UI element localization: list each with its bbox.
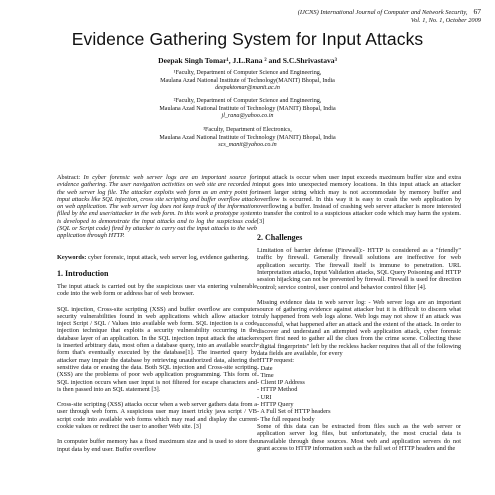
http-field-list [257,365,461,423]
list-item: - HTTP Query [257,401,294,409]
list-intro: HTTP request: [257,357,295,365]
list-item: - HTTP Method [257,386,298,394]
page-number: 67 [473,7,481,16]
list-item: - The full request body [257,415,315,423]
body-paragraph: input attack is occur when user input exceeds maximum buffer size and extra input goes into unexpected memory locations. In this input attack an attacker insert larger string which may is not accommodate by memory buffer and overflow is occurred. In this way it is easy to crash the web application by overflowing a buffer. Instead of crashing web server attacker is more interested to transfer the control to a suspicious attacker code which may harm the system. [3] [257,174,461,225]
affiliation-2 [0,98,495,121]
body-paragraph: Missing evidence data in web server log: - Web server logs are an important source of gathering evidence against attacker but it is difficult to discern what truly happened from web logs alone. Web logs may not show if an attack was successful, what happened after an attack and the extent of the attack. In order to discover and understand an attempted web application attack, cyber forensic expert first need to gather all the clues from the crime scene. Collecting these "digital fingerprints" left by the reckless hacker requires that all of the following data fields are available, for every [257,298,461,357]
affiliation-line: ³Faculty, Department of Electronics, [203,127,292,133]
list-item: - A Full Set of HTTP headers [257,408,331,416]
body-paragraph: In computer buffer memory has a fixed maximum size and is used to store the input data by end user. Buffer overflow [57,438,257,453]
body-paragraph: The input attack is carried out by the suspicious user via entering vulnerable code into the web form or address bar of web browser. [57,282,257,298]
body-paragraph: Limitation of barrier defense (Firewall):- HTTP is considered as a "friendly" traffic by firewall. Generally firewall solutions are ineffective for web application security. The firewall itself is immune to penetration. URL Interpretation attacks, Input Validation attacks, SQL Query Poisoning and HTTP session hijacking can not be prevented by firewall. Firewall is used for direction control; service control, user control and behavior control filter [4]. [257,247,461,291]
keywords-label: Keywords: [57,253,87,261]
section-heading-challenges: 2. Challenges [257,233,303,243]
author-email: scs_manit@yahoo.co.in [218,142,277,149]
section-heading-introduction: 1. Introduction [57,268,109,278]
list-item: - Client IP Address [257,379,305,387]
right-column [257,174,461,460]
body-paragraph: SQL injection, Cross-site scripting (XSS) and buffer overflow are computer security vulnerabilities found in web applications which allow attacker to inject Script / SQL / Values into available web form. SQL injection is a code injection technique that exploits a security vulnerability occurring in the database layer of an application. In the SQL injection input attack the attacker is inserted arbitrary data, most often a database query, into an available search form that's eventually executed by the database[1]. The inserted query by attacker may impair the database by retrieving unauthorized data, altering the sensitive data or erasing the data. Both SQL injection and Cross-site scripting (XSS) are the problems of poor web application programming. This form of SQL injection occurs when user input is not filtered for escape characters and is then passed into an SQL statement [3]. [57,305,257,393]
affiliation-1 [0,70,495,93]
list-item: - URI [257,393,272,401]
journal-name: (IJCNS) International Journal of Computer and Network Security, [297,9,468,16]
keywords [57,254,257,261]
affiliation-3 [0,127,495,150]
affiliation-line: Maulana Azad National Institute of Technology (MANIT) Bhopal, India [159,134,336,141]
keywords-text: cyber forensic, input attack, web server log, evidence gathering. [86,253,250,261]
author-email: deepaktomar@manit.ac.in [215,85,280,92]
abstract-text: In cyber forensic web server logs are an important source for evidence gathering. The user navigation activities on web site are recorded in the web server log file. The attacker exploits web form as an entry point for input attacks like SQL injection, cross site scripting and buffer overflow attack on web application. The web server log does not keep track of the information filled by the end user/attacker in the web form. In this work a prototype system is developed to demonstrate the input attacks and to log the suspicious code (SQL or Script code) fired by attacker to carry out the input attacks to the web application through HTTP. [57,174,257,240]
abstract [57,174,257,240]
abstract-label: Abstract: [57,174,81,181]
author-list: Deepak Singh Tomar¹, J.L.Rana ² and S.C.Shrivastava³ [158,56,337,65]
affiliation-line: ¹Faculty, Department of Computer Science and Engineering, [173,70,322,76]
affiliation-line: Maulana Azad National Institute of Technology (MANIT) Bhopal, India [159,105,336,112]
running-header [298,8,481,25]
list-item: - Time [257,371,274,379]
body-paragraph: Some of this data can be extracted from files such as the web server or application server log files, but unfortunately, the most crucial data is unavailable through these sources. Most web and application servers do not grant access to HTTP information such as the full set of HTTP headers and the [257,422,461,452]
paper-title: Evidence Gathering System for Input Attacks [71,29,424,49]
affiliation-line: ²Faculty, Department of Computer Science and Engineering, [173,98,322,104]
body-paragraph: Cross-site scripting (XSS) attacks occur when a web server gathers data from a user through web form. A suspicious user may insert tricky java script / VB script code into available web forms which may read and display the current cookie values or redirect the user to another Web site. [3] [57,401,257,431]
left-column [57,174,257,461]
author-email: jl_rana@yahoo.co.in [221,113,274,120]
journal-volume: Vol. 1, No. 1, October 2009 [410,17,481,24]
affiliation-line: Maulana Azad National Institute of Technology(MANIT) Bhopal, India [160,77,335,84]
list-item: - Date [257,364,273,372]
